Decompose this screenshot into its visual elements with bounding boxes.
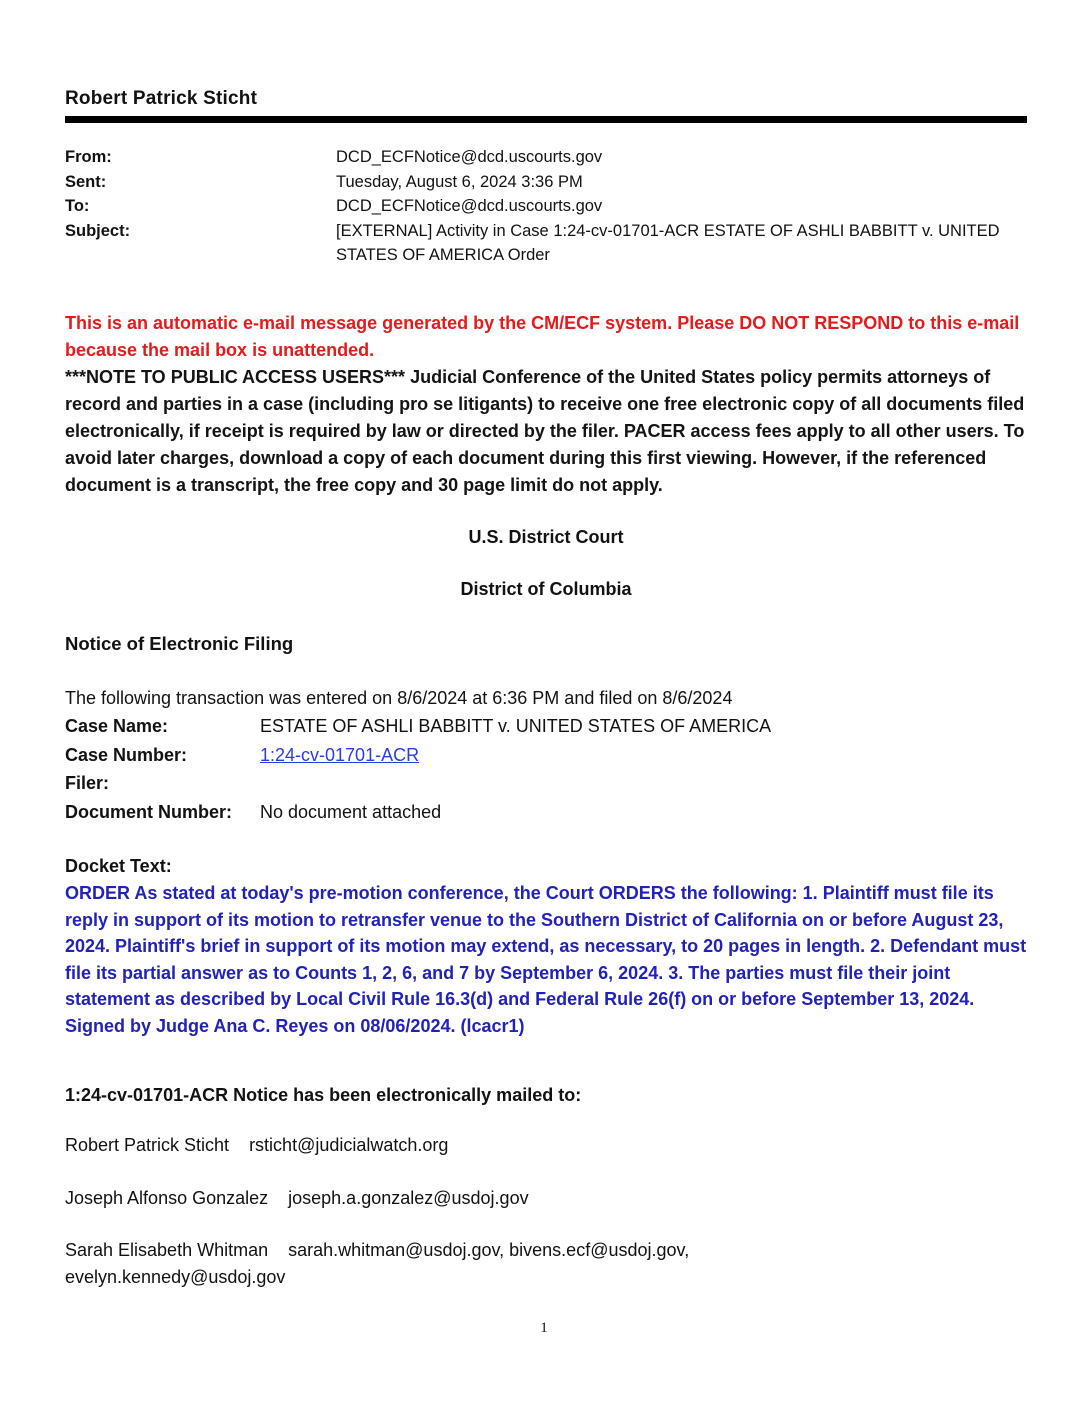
docket-text-label: Docket Text:	[65, 856, 172, 876]
header-row-to	[65, 194, 1027, 219]
recipient-name-heading: Robert Patrick Sticht	[65, 88, 258, 109]
cmecf-warning-text: This is an automatic e-mail message generated by the CM/ECF system. Please DO NOT RESPOND to this e-mail because the mail box is unattended.	[65, 312, 1020, 360]
recipient-entry	[65, 1237, 865, 1290]
header-divider	[65, 116, 1027, 123]
recipient-name: Robert Patrick Sticht	[65, 1135, 230, 1155]
court-name-heading: U.S. District Court	[468, 526, 624, 547]
document-number-row	[65, 798, 1027, 827]
recipient-entry	[65, 1132, 865, 1159]
page-number: 1	[540, 1320, 548, 1336]
case-name-label: Case Name:	[65, 716, 169, 736]
header-row-from	[65, 145, 1027, 170]
case-number-row	[65, 741, 1027, 770]
transaction-line: The following transaction was entered on 8/6/2024 at 6:36 PM and filed on 8/6/2024	[65, 687, 733, 708]
recipient-entry	[65, 1185, 865, 1212]
recipient-name: Sarah Elisabeth Whitman	[65, 1240, 269, 1260]
document-number-label: Document Number:	[65, 801, 233, 822]
to-label: To:	[65, 197, 90, 215]
case-details	[65, 712, 1027, 826]
subject-label: Subject:	[65, 221, 131, 240]
email-header-fields	[65, 145, 1027, 268]
document-number-value: No document attached	[260, 801, 442, 822]
from-label: From:	[65, 148, 112, 166]
docket-text-order: ORDER As stated at today's pre-motion conference, the Court ORDERS the following: 1. Plaintiff must file its reply in support of its motion to retransfer venue to the Southern District of California on or before August 23, 2024. Plaintiff's brief in support of its motion may extend, as necessary, to 20 pages in length. 2. Defendant must file its partial answer as to Counts 1, 2, 6, and 7 by September 6, 2024. 3. The parties must file their joint statement as described by Local Civil Rule 16.3(d) and Federal Rule 26(f) on or before September 13, 2024. Signed by Judge Ana C. Reyes on 08/06/2024. (lcacr1)	[65, 883, 1027, 1036]
recipient-emails: sarah.whitman@usdoj.gov, bivens.ecf@usdoj.gov, evelyn.kennedy@usdoj.gov	[65, 1240, 690, 1287]
recipient-emails: joseph.a.gonzalez@usdoj.gov	[288, 1187, 529, 1208]
header-row-sent	[65, 170, 1027, 195]
case-name-row	[65, 712, 1027, 741]
to-value: DCD_ECFNotice@dcd.uscourts.gov	[336, 197, 603, 215]
filer-row	[65, 769, 1027, 798]
case-name-value: ESTATE OF ASHLI BABBITT v. UNITED STATES OF AMERICA	[260, 716, 772, 736]
court-district-heading: District of Columbia	[460, 578, 632, 599]
case-number-link[interactable]: 1:24-cv-01701-ACR	[260, 744, 420, 765]
mailed-to-heading: 1:24-cv-01701-ACR Notice has been electronically mailed to:	[65, 1085, 582, 1105]
notice-of-electronic-filing-heading: Notice of Electronic Filing	[65, 632, 294, 654]
subject-value: [EXTERNAL] Activity in Case 1:24-cv-01701-ACR ESTATE OF ASHLI BABBITT v. UNITED STATES OF AMERICA Order	[336, 221, 1000, 264]
filer-label: Filer:	[65, 773, 110, 793]
from-value: DCD_ECFNotice@dcd.uscourts.gov	[336, 148, 603, 166]
sent-label: Sent:	[65, 172, 107, 191]
public-access-note: ***NOTE TO PUBLIC ACCESS USERS*** Judicial Conference of the United States policy permits attorneys of record and parties in a case (including pro se litigants) to receive one free electronic copy of all documents filed electronically, if receipt is required by law or directed by the filer. PACER access fees apply to all other users. To avoid later charges, download a copy of each document during this first viewing. However, if the referenced document is a transcript, the free copy and 30 page limit do not apply.	[65, 366, 1025, 495]
sent-value: Tuesday, August 6, 2024 3:36 PM	[336, 172, 583, 191]
recipient-name: Joseph Alfonso Gonzalez	[65, 1187, 269, 1208]
header-row-subject	[65, 219, 1027, 268]
recipient-emails: rsticht@judicialwatch.org	[249, 1135, 449, 1155]
case-number-label: Case Number:	[65, 744, 188, 765]
